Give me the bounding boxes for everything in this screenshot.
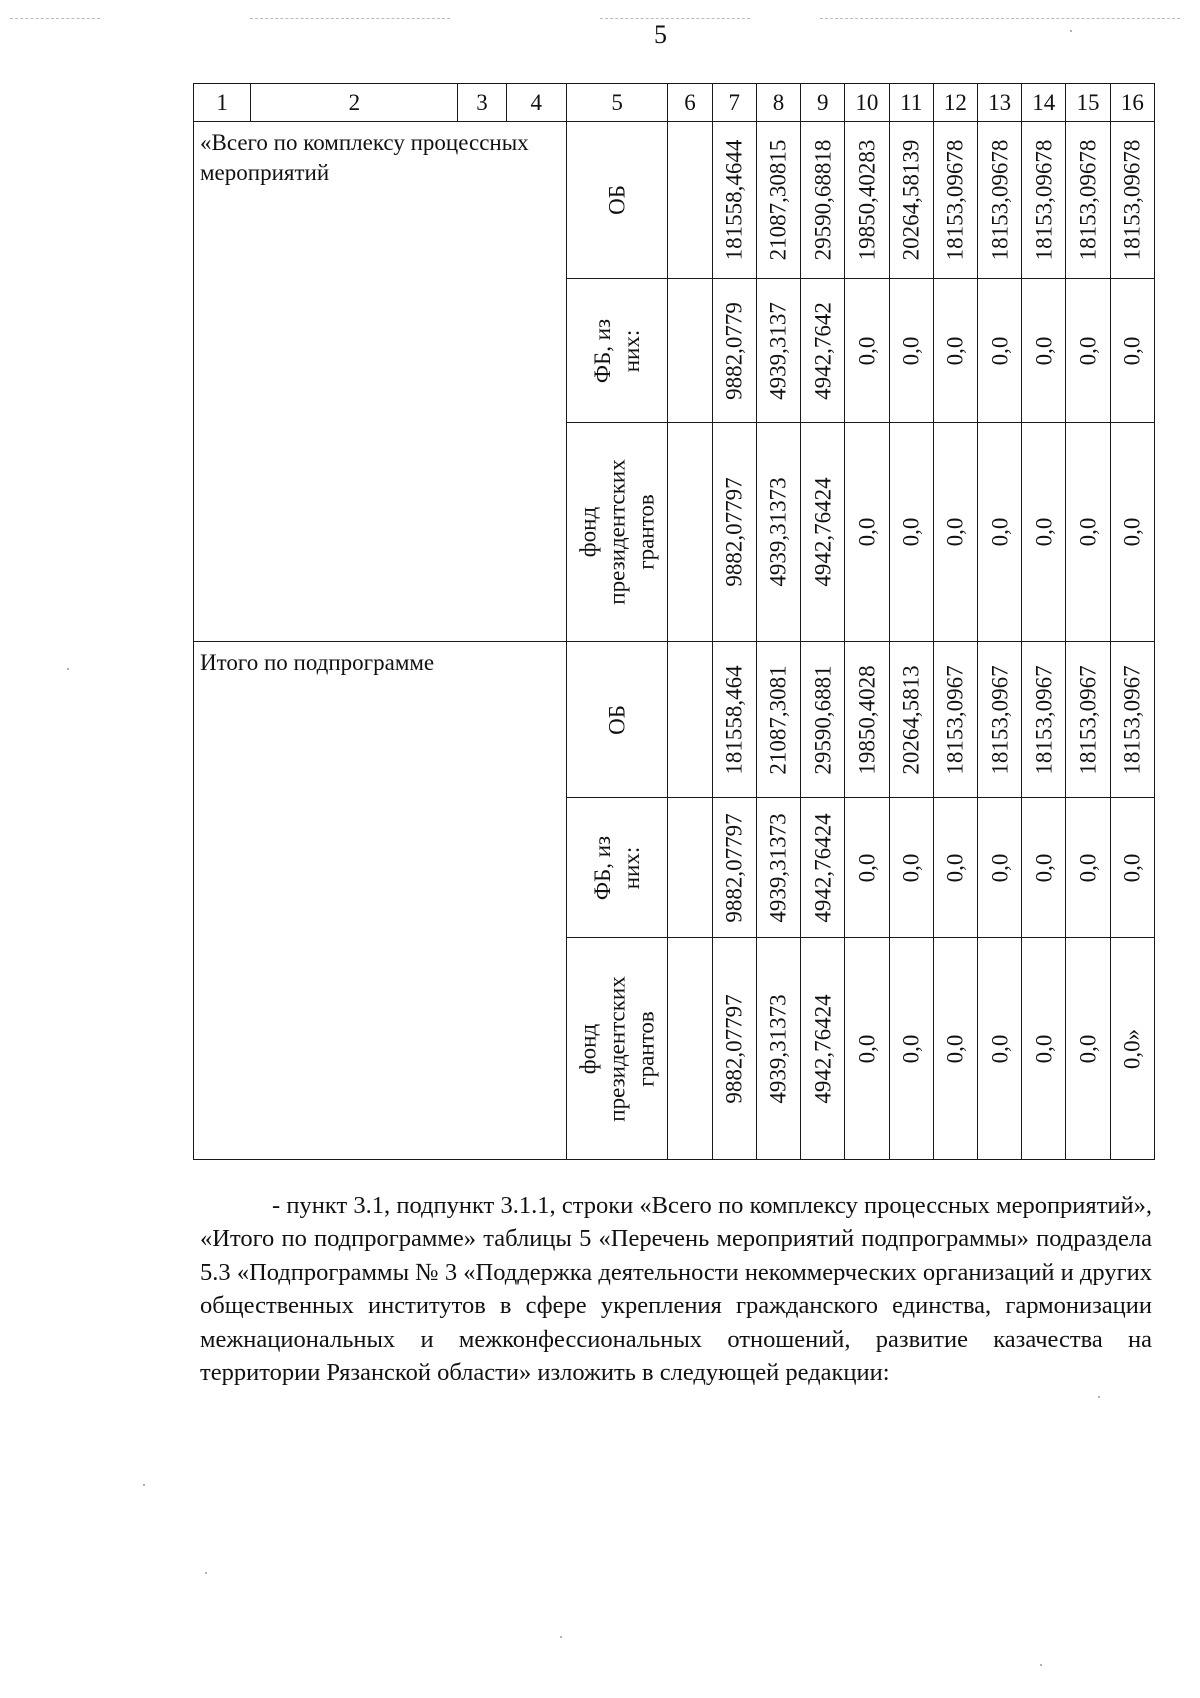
value-cell	[712, 938, 756, 1160]
value-cell	[933, 122, 977, 279]
value-cell	[756, 642, 800, 798]
value-cell	[1110, 938, 1154, 1160]
scan-speck	[1098, 1396, 1100, 1398]
value: 20264,5813	[898, 664, 924, 775]
column-number: 7	[712, 84, 756, 122]
funding-source: ОБ	[604, 185, 630, 215]
empty-cell	[668, 642, 712, 798]
source-cell	[566, 279, 668, 423]
value-cell	[845, 122, 889, 279]
table-row	[194, 122, 1155, 279]
value: 0,0	[1031, 853, 1057, 882]
scan-artifact-line	[250, 18, 450, 20]
value-cell	[845, 423, 889, 642]
value: 0,0	[987, 517, 1013, 547]
row-group-name: «Всего по комплексу процессных мероприятий	[194, 122, 567, 642]
table-row	[194, 642, 1155, 798]
value-cell	[845, 642, 889, 798]
value-cell	[801, 279, 845, 423]
value: 0,0	[898, 1034, 924, 1063]
value-cell	[889, 279, 933, 423]
value: 20264,58139	[898, 139, 924, 261]
value-cell	[756, 122, 800, 279]
scan-artifact-line	[600, 18, 750, 20]
column-number: 12	[933, 84, 977, 122]
value-cell	[845, 938, 889, 1160]
value: 18153,0967	[987, 664, 1013, 775]
value: 21087,3081	[765, 664, 791, 775]
value-cell	[889, 423, 933, 642]
value-cell	[1022, 938, 1066, 1160]
value-cell	[1066, 122, 1110, 279]
value-cell	[801, 642, 845, 798]
paragraph-text: - пункт 3.1, подпункт 3.1.1, строки «Всего по комплексу процессных мероприятий», «Итого по подпрограмме» таблицы 5 «Перечень мероприятий подпрограммы» подраздела 5.3 «Подпрограммы № 3 «Поддержка деятельности некоммерческих организаций и других общественных институтов в сфере укрепления гражданского единства, гармонизации межнациональных и межконфессиональных отношений, развитие казачества на территории Рязанской области» изложить в следующей редакции:	[200, 1191, 1152, 1386]
source-cell	[566, 423, 668, 642]
funding-source: ФБ, из них:	[590, 318, 645, 383]
column-number: 4	[506, 84, 566, 122]
value: 0,0	[987, 336, 1013, 365]
column-number: 16	[1110, 84, 1154, 122]
value: 4942,7642	[810, 301, 836, 400]
value: 18153,09678	[1031, 139, 1057, 261]
value: 0,0	[942, 336, 968, 365]
value: 0,0	[854, 1034, 880, 1063]
value: 0,0»	[1119, 1028, 1145, 1069]
value-cell	[1110, 279, 1154, 423]
value: 9882,07797	[721, 477, 747, 587]
row-group-name: Итого по подпрограмме	[194, 642, 567, 1160]
value-cell	[1110, 122, 1154, 279]
value-cell	[1022, 423, 1066, 642]
empty-cell	[668, 798, 712, 938]
value: 18153,09678	[1119, 139, 1145, 261]
column-number: 11	[889, 84, 933, 122]
scan-speck	[1040, 1664, 1042, 1666]
value: 0,0	[898, 336, 924, 365]
value-cell	[1022, 798, 1066, 938]
value: 18153,0967	[942, 664, 968, 775]
value-cell	[977, 122, 1021, 279]
value-cell	[756, 938, 800, 1160]
column-number: 14	[1022, 84, 1066, 122]
value: 0,0	[1119, 336, 1145, 365]
value: 18153,0967	[1075, 664, 1101, 775]
value: 9882,07797	[721, 993, 747, 1104]
value-cell	[1110, 423, 1154, 642]
value-cell	[977, 798, 1021, 938]
scan-speck	[205, 1572, 207, 1574]
value: 18153,09678	[1075, 139, 1101, 261]
value: 19850,4028	[854, 664, 880, 775]
value: 0,0	[854, 336, 880, 365]
value-cell	[756, 423, 800, 642]
value: 0,0	[1119, 517, 1145, 547]
value-cell	[977, 938, 1021, 1160]
empty-cell	[668, 279, 712, 423]
scan-speck	[560, 1636, 562, 1638]
funding-source: ФБ, из них:	[590, 835, 645, 900]
value: 0,0	[854, 853, 880, 882]
value: 9882,07797	[721, 812, 747, 923]
value: 0,0	[854, 517, 880, 547]
value: 0,0	[942, 1034, 968, 1063]
value-cell	[977, 423, 1021, 642]
value-cell	[801, 938, 845, 1160]
column-number: 2	[251, 84, 458, 122]
value: 9882,0779	[721, 301, 747, 400]
value-cell	[1066, 279, 1110, 423]
column-number: 10	[845, 84, 889, 122]
value-cell	[1066, 423, 1110, 642]
value: 18153,09678	[942, 139, 968, 261]
value: 4939,31373	[765, 477, 791, 587]
funding-source: фонд президентских грантов	[575, 975, 659, 1122]
value: 0,0	[1075, 853, 1101, 882]
value: 0,0	[1031, 1034, 1057, 1063]
column-number: 1	[194, 84, 251, 122]
value: 18153,09678	[987, 139, 1013, 261]
value-cell	[712, 423, 756, 642]
value-cell	[933, 798, 977, 938]
scan-speck	[1070, 30, 1072, 32]
empty-cell	[668, 423, 712, 642]
value-cell	[1022, 279, 1066, 423]
value: 0,0	[987, 853, 1013, 882]
column-number: 6	[668, 84, 712, 122]
value: 0,0	[987, 1034, 1013, 1063]
value: 0,0	[898, 853, 924, 882]
column-number: 8	[756, 84, 800, 122]
value-cell	[933, 642, 977, 798]
value-cell	[712, 279, 756, 423]
value-cell	[977, 279, 1021, 423]
value: 4942,76424	[810, 812, 836, 923]
value: 4939,3137	[765, 301, 791, 400]
value: 0,0	[1075, 1034, 1101, 1063]
value: 18153,0967	[1119, 664, 1145, 775]
value-cell	[756, 798, 800, 938]
value: 181558,4644	[721, 139, 747, 261]
value: 4939,31373	[765, 993, 791, 1104]
value: 0,0	[1031, 336, 1057, 365]
value-cell	[933, 938, 977, 1160]
value-cell	[933, 423, 977, 642]
column-number: 5	[566, 84, 668, 122]
value: 181558,464	[721, 664, 747, 775]
empty-cell	[668, 938, 712, 1160]
value-cell	[756, 279, 800, 423]
value: 19850,40283	[854, 139, 880, 261]
column-number: 13	[977, 84, 1021, 122]
value-cell	[977, 642, 1021, 798]
value: 4942,76424	[810, 993, 836, 1104]
value: 4942,76424	[810, 477, 836, 587]
value-cell	[889, 938, 933, 1160]
column-number: 3	[458, 84, 506, 122]
value-cell	[801, 423, 845, 642]
value-cell	[889, 122, 933, 279]
value-cell	[1022, 122, 1066, 279]
scan-artifact-line	[820, 18, 1180, 20]
value-cell	[933, 279, 977, 423]
value-cell	[889, 642, 933, 798]
value: 0,0	[942, 853, 968, 882]
value-cell	[1022, 642, 1066, 798]
amendment-paragraph	[200, 1189, 1152, 1390]
scan-speck	[67, 668, 69, 670]
value-cell	[1110, 642, 1154, 798]
budget-table	[193, 83, 1155, 1160]
value-cell	[1110, 798, 1154, 938]
value-cell	[712, 798, 756, 938]
source-cell	[566, 798, 668, 938]
source-cell	[566, 122, 668, 279]
source-cell	[566, 938, 668, 1160]
value: 0,0	[1075, 517, 1101, 547]
value: 21087,30815	[765, 139, 791, 261]
value: 18153,0967	[1031, 664, 1057, 775]
value-cell	[712, 122, 756, 279]
value: 0,0	[942, 517, 968, 547]
value: 29590,6881	[810, 664, 836, 775]
page-number: 5	[654, 20, 667, 49]
column-number: 9	[801, 84, 845, 122]
value-cell	[801, 798, 845, 938]
value-cell	[1066, 642, 1110, 798]
value: 0,0	[1075, 336, 1101, 365]
funding-source: ОБ	[604, 704, 630, 735]
value: 0,0	[1119, 853, 1145, 882]
value: 0,0	[1031, 517, 1057, 547]
funding-source: фонд президентских грантов	[575, 459, 659, 605]
column-number-row	[194, 84, 1155, 122]
value-cell	[845, 279, 889, 423]
scan-speck	[143, 1484, 145, 1486]
value: 4939,31373	[765, 812, 791, 923]
source-cell	[566, 642, 668, 798]
value-cell	[1066, 938, 1110, 1160]
empty-cell	[668, 122, 712, 279]
value: 29590,68818	[810, 139, 836, 261]
column-number: 15	[1066, 84, 1110, 122]
value-cell	[801, 122, 845, 279]
value-cell	[845, 798, 889, 938]
value-cell	[712, 642, 756, 798]
value-cell	[1066, 798, 1110, 938]
scan-artifact-line	[10, 18, 100, 20]
value-cell	[889, 798, 933, 938]
value: 0,0	[898, 517, 924, 547]
